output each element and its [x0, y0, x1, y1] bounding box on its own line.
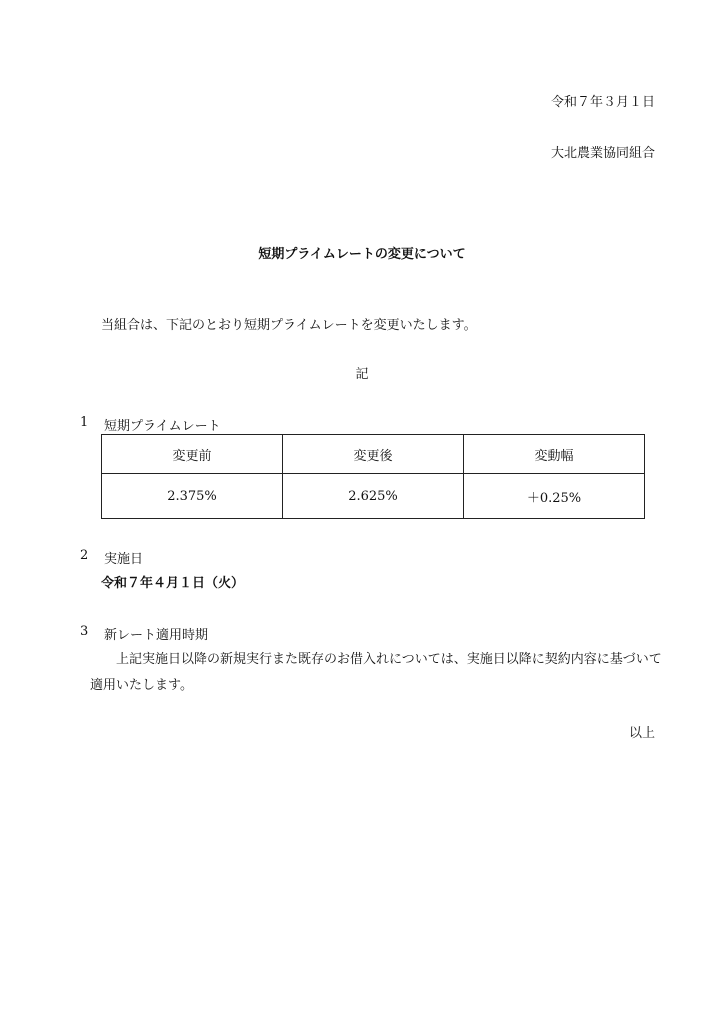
section-3-body-line-2: 適用いたします。	[90, 678, 193, 693]
rate-table-header-after: 変更後	[283, 435, 464, 474]
section-3-heading: 新レート適用時期	[104, 628, 209, 643]
rate-table-header-before: 変更前	[102, 435, 283, 474]
section-2-number: 2	[80, 548, 89, 563]
section-2-heading: 実施日	[104, 552, 144, 567]
rate-table-value-row	[102, 474, 645, 519]
ki-marker: 記	[355, 367, 369, 382]
section-1-heading: 短期プライムレート	[104, 419, 221, 434]
rate-before-value: 2.375%	[102, 474, 283, 519]
section-3-body-line-1: 上記実施日以降の新規実行また既存のお借入れについては、実施日以降に契約内容に基づいて	[116, 652, 662, 667]
rate-table-header-change: 変動幅	[464, 435, 645, 474]
section-3-number: 3	[80, 624, 89, 639]
organization-name: 大北農業協同組合	[550, 146, 655, 161]
effective-date: 令和７年４月１日（火）	[101, 576, 245, 591]
section-1-number: 1	[80, 415, 89, 430]
closing-mark: 以上	[628, 726, 655, 741]
rate-change-value: ＋0.25%	[464, 474, 645, 519]
notice-date: 令和７年３月１日	[550, 95, 655, 110]
intro-text: 当組合は、下記のとおり短期プライムレートを変更いたします。	[101, 318, 477, 333]
rate-table-header-row	[102, 435, 645, 474]
document-title: 短期プライムレートの変更について	[258, 247, 466, 262]
rate-after-value: 2.625%	[283, 474, 464, 519]
rate-table	[101, 434, 645, 519]
